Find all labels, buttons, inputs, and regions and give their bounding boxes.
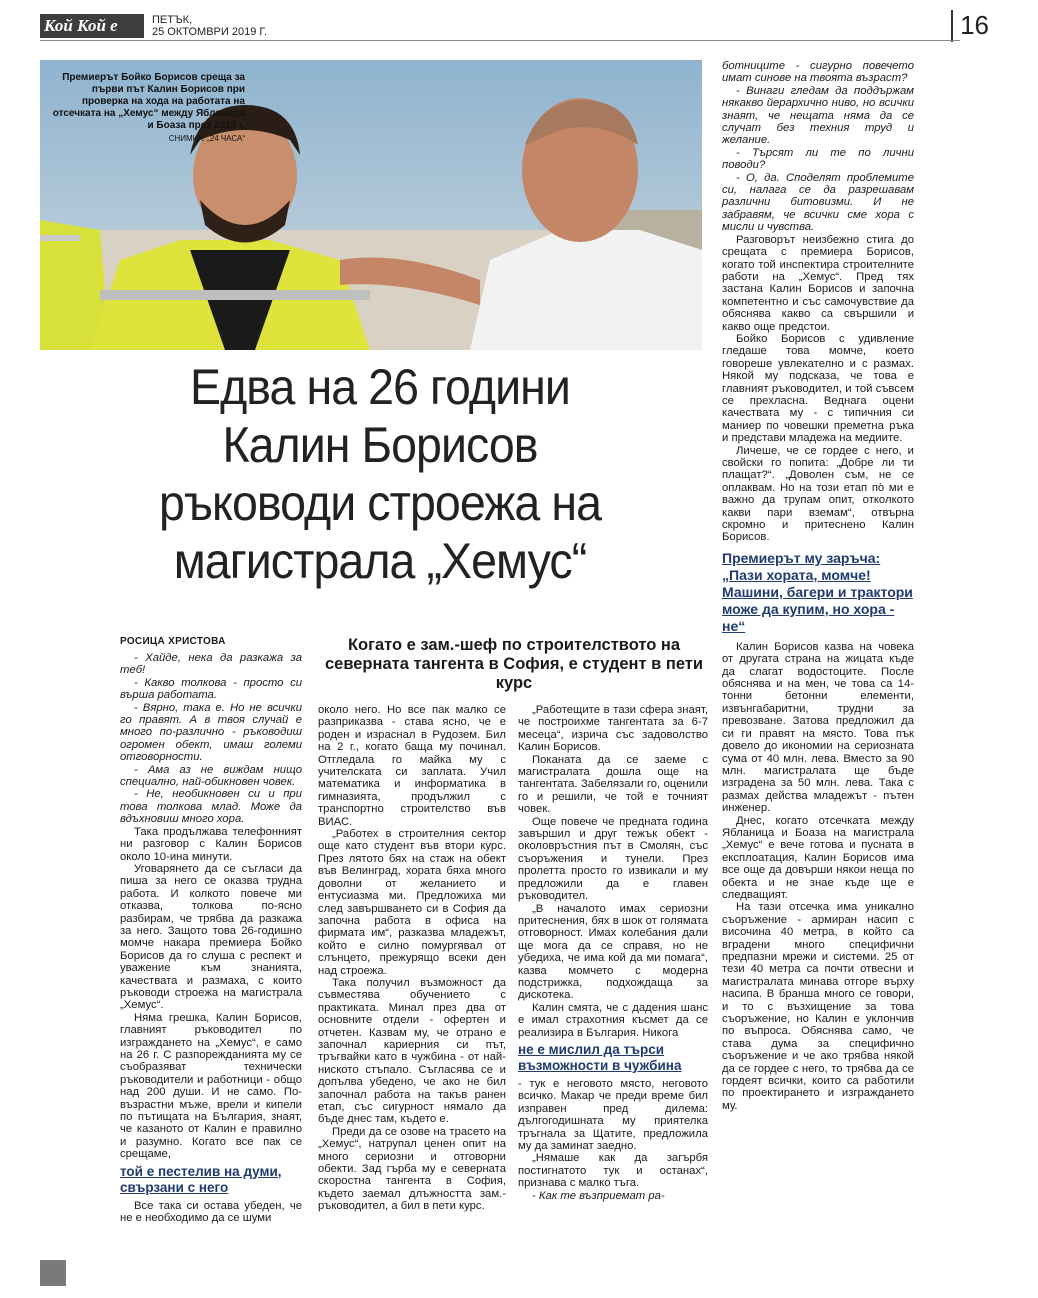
paragraph: Днес, когато отсечката между Ябланица и Боаза на магистрала „Хемус“ е вече готова и пусната в експлоатация, Калин Борисов има все още да довърши някои неща по обекта и не знае къде ще е следващият.: [722, 814, 914, 901]
article-column-4: [722, 60, 914, 1112]
paragraph: Няма грешка, Калин Борисов, главният ръководител по изграждането на „Хемус“, е само на 26 г. С разпорежданията му се съобразяват технически ръководители и работници - общо над 200 души. И не само. По-възрастни мъже, врели и кипели по пътищата на България, знаят, че казаното от Калин е правилно и разумно. Когато все пак се срещаме,: [120, 1011, 302, 1161]
paragraph: „Нямаше как да загърбя постигнатото тук и останах“, признава с малко тъга.: [518, 1152, 708, 1190]
photo-credit: СНИМКА: „24 ЧАСА“: [168, 134, 245, 143]
article-column-2: [318, 704, 506, 1213]
article-column-3: [518, 704, 708, 1202]
headline-line-2: Калин Борисов: [222, 417, 538, 473]
paragraph: Все така си остава убеден, че не е необходимо да се шуми: [120, 1199, 302, 1225]
paragraph: - Винаги гледам да поддържам някакво йерархично ниво, но всички знаят, че нещата няма да се случат без техния труд и желание.: [722, 84, 914, 147]
photo-caption-text: Премиерът Бойко Борисов среща за първи път Калин Борисов при проверка на хода на работата на отсечката на „Хемус“ между Ябланица и Боаза през 2018 г.: [52, 72, 245, 131]
section-logo: Кой Кой е: [40, 14, 144, 38]
paragraph: Така продължава телефонният ни разговор с Калин Борисов около 10-ина минути.: [120, 825, 302, 863]
subheadline: Когато е зам.-шеф по строителството на северната тангента в София, е студент в пети курс: [324, 636, 704, 692]
headline-line-3: ръководи строежа на: [158, 475, 602, 531]
paragraph: - Как те възприемат ра-: [532, 1189, 665, 1202]
paragraph: Разговорът неизбежно стига до срещата с премиера Борисов, когато той инспектира строителните работи на „Хемус“. Пред тях застана Калин Борисов и започна компетентно и със самочувствие да обяснява какво са свършили и какво още предстои.: [722, 233, 914, 333]
headline-line-1: Едва на 26 години: [190, 359, 570, 415]
paragraph: „Работех в строителния сектор още като студент във втори курс. През лятото бях на стаж на обект във Велинград, хората бяха много доволни от желанието и ентусиазма ми. Предложиха ми след завършването си в София да започна работа в офиса на фирмата им“, разказва младежът, който е силно помургявал от слънцето, прежурящо всеки ден над строежа.: [318, 828, 506, 977]
paragraph: Бойко Борисов с удивление гледаше това момче, което говореше увлекателно и с размах. Някой му подсказа, че това е главният ръководител, и той съвсем се прехласна. Веднага оцени качествата му - с типичния си маниер по човешки преметна ръка и представи младежа на медиите.: [722, 332, 914, 445]
paragraph: - Какво толкова - просто си върша работата.: [120, 676, 302, 702]
corner-square: [40, 1260, 66, 1286]
paragraph: - тук е неговото място, неговото всичко. Макар че преди време бил изправен пред дилема: дългогодишната му приятелка тръгнала за Щатите, предложила му да заминат заедно.: [518, 1077, 708, 1152]
headline-line-4: магистрала „Хемус“: [173, 533, 587, 589]
page-number: 16: [960, 10, 989, 40]
photo-caption: [48, 72, 245, 145]
paragraph: около него. Но все пак малко се разприказва - става ясно, че е роден и израснал в Рудозем. Бил на 2 г., когато баща му починал. Отгледала го майка му с учителската си заплата. Учил математика и информатика в гимназията, продължил с транспортно строителство във ВИАС.: [318, 704, 506, 828]
paragraph: На тази отсечка има уникално съоръжение - армиран насип с височина 40 метра, в който са вградени много специфични предпазни мрежи и системи. 25 от тези 40 метра са почти отвесни и магистралата минава отгоре върху насипа. В бранша много се говори, и то с възхищение за това съоръжение, но Калин е уклончив по въпроса. Обяснява само, че става дума за специфично съоръжение и че ако трябва някой да се гордее с него, то трябва да се гордеят всички, които са работили по проектирането и изграждането му.: [722, 901, 914, 1112]
paragraph: - Вярно, така е. Но не всички го правят. А в твоя случай е много по-различно - ръководиш огромен обект, имаш големи отговорности.: [120, 701, 302, 764]
paragraph: Уговарянето да се съгласи да пиша за него се оказва трудна работа. И колкото повече ми отказва, толкова по-ясно разбирам, че трябва да разкажа за него. Защото това 26-годишно момче накара премиера Бойко Борисов да го слуша с респект и уважение към знанията, качествата и размаха, с които ръководи строежа на магистрала „Хемус“.: [120, 862, 302, 1012]
issue-weekday: ПЕТЪК,: [152, 14, 193, 26]
paragraph: Поканата да се заеме с магистралата дошла още на тангентата. Забелязали го, оценили го и решили, че той е точният човек.: [518, 753, 708, 816]
paragraph: - О, да. Споделят проблемите си, налага се да разрешавам различни битовизми. И не забравям, че всички сме хора с мисли и чувства.: [722, 171, 914, 234]
author-byline: РОСИЦА ХРИСТОВА: [120, 636, 226, 647]
inline-highlight: той е пестелив на думи, свързани с него: [120, 1163, 282, 1195]
paragraph: Още повече че предната година завършил и друг тежък обект - околовръстния път в Смолян, със съоръжения и тунели. През пролетта просто го извикали и му предложили да е главен ръководител.: [518, 815, 708, 903]
issue-date: [152, 14, 267, 38]
paragraph: ботниците - сигурно повечето имат синове на твоята възраст?: [722, 60, 914, 85]
paragraph: Калин смята, че с дадения шанс е имал страхотния късмет да се реализира в България. Никога: [518, 1001, 708, 1039]
paragraph: Така получил възможност да съвместява обучението с практиката. Минал през два от основните отдели - офертен и отчетен. Казвам му, че отрано е започнал кариерния си път, тръгвайки като в чужбина - от най-ниското стъпало. Съгласява се и допълва убедено, че ако не бил започнал работа на такъв ранен етап, със сигурност нямало да бъде днес там, където е.: [318, 976, 506, 1126]
headline: [101, 358, 659, 590]
page-number-divider: [951, 10, 953, 42]
paragraph: „Работещите в тази сфера знаят, че построихме тангентата за 6-7 месеца“, изрича със задоволство Калин Борисов.: [518, 704, 708, 754]
side-subheadline: Премиерът му заръча: „Пази хората, момче! Машини, багери и трактори може да купим, но хора - не“: [722, 549, 913, 634]
paragraph: - Хайде, нека да разкажа за теб!: [120, 652, 302, 677]
paragraph: Личеше, че се гордее с него, и свойски го попита: „Добре ли ти плащат?“. „Доволен съм, не се оплаквам. Но на този етап по̀ ми е важно да трупам опит, отколкото какви пари вземам“, отвърна скромно и притеснено Калин Борисов.: [722, 444, 914, 544]
paragraph: - Не, необикновен си и при това толкова млад. Може да вдъхновиш много хора.: [120, 788, 302, 826]
paragraph: „В началото имах сериозни притеснения, бях в шок от голямата отговорност. Имах колебания дали ще мога да се справя, но не убедиха, че има кой да ми помага“, казва момчето с модерна подстрижка, подхождаща за дискотека.: [518, 902, 708, 1002]
page-header: [40, 10, 995, 40]
header-rule: [40, 40, 960, 41]
paragraph: - Ама аз не виждам нищо специално, най-обикновен човек.: [120, 763, 302, 789]
inline-highlight: не е мислил да търси възможности в чужбина: [518, 1041, 682, 1073]
paragraph: Преди да се озове на трасето на „Хемус“, натрупал ценен опит на много сериозни и отговорни обекти. Зад гърба му е северната скоростна тангента в София, където заемал длъжността зам.-ръководител, а бил в пети курс.: [318, 1125, 506, 1213]
issue-date-text: 25 ОКТОМВРИ 2019 Г.: [152, 26, 268, 38]
paragraph: - Търсят ли те по лични поводи?: [722, 146, 914, 172]
paragraph: Калин Борисов казва на човека от другата страна на жицата къде да слагат водостоците. После обяснява и на мен, че това са 14-тонни бетонни елементи, извънгабаритни, трудни за превозване. Затова предложил да си ги правят на място. Това пък довело до икономии на сериозната сума от 40 млн. лева. Вместо за 90 млн. магистралата ще бъде изградена за 50 млн. лева. Така с размах действа младежът - пътен инженер.: [722, 640, 914, 815]
article-column-1: [120, 652, 302, 1224]
